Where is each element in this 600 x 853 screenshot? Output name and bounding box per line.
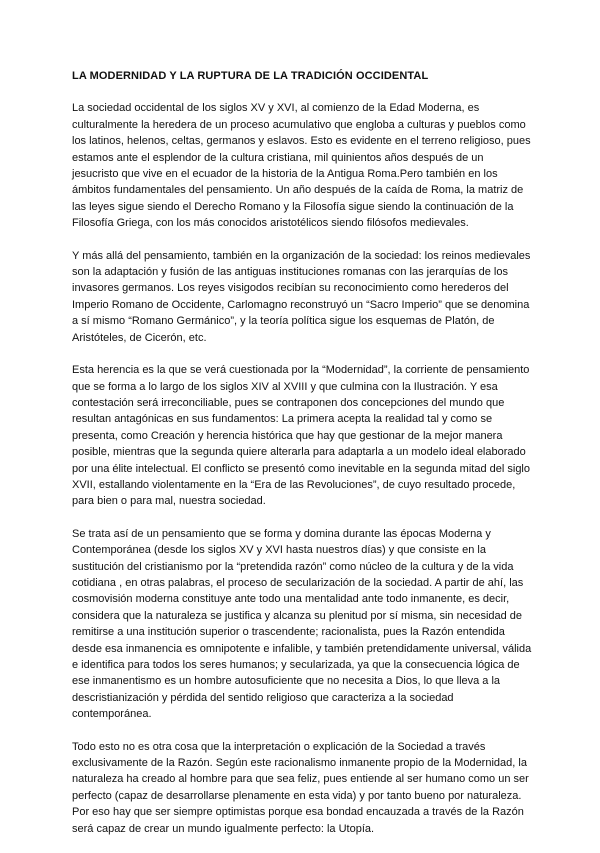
paragraph-5: Todo esto no es otra cosa que la interpretación o explicación de la Sociedad a través exclusivamente de la Razón. Según este racionalismo inmanente propio de la Modernidad, la naturaleza ha creado al hombre para que sea feliz, pues entiende al ser humano como un ser perfecto (capaz de desarrollarse plenamente en esta vida) y por tanto bueno por naturaleza. Por eso hay que ser siempre optimistas porque esa bondad encauzada a través de la Razón será capaz de crear un mundo igualmente perfecto: la Utopía. [72, 740, 529, 835]
document-title: LA MODERNIDAD Y LA RUPTURA DE LA TRADICIÓN OCCIDENTAL [72, 70, 429, 82]
document-body [72, 68, 532, 853]
paragraph-4: Se trata así de un pensamiento que se forma y domina durante las épocas Moderna y Contemporánea (desde los siglos XV y XVI hasta nuestros días) y que consiste en la sustitución del cristianismo por la “pretendida razón” como núcleo de la cultura y de la vida cotidiana , en otras palabras, el proceso de secularización de la sociedad. A partir de ahí, las cosmovisión moderna constituye ante todo una mentalidad ante todo inmanente, es decir, considera que la naturaleza se justifica y alcanza su plenitud por sí misma, sin necesidad de remitirse a una institución superior o trascendente; racionalista, pues la Razón entendida desde esa inmanencia es omnipotente e infalible, y también pretendidamente universal, válida e identifica para todos los seres humanos; y secularizada, ya que la consecuencia lógica de ese inmanentismo es un hombre autosuficiente que no necesita a Dios, lo que lleva a la descristianización y pérdida del sentido religioso que caracteriza a la sociedad contemporánea. [72, 527, 532, 721]
paragraph-3: Esta herencia es la que se verá cuestionada por la “Modernidad”, la corriente de pensamiento que se forma a lo largo de los siglos XIV al XVIII y que culmina con la Ilustración. Y esa contestación será irreconciliable, pues se contraponen dos concepciones del mundo que resultan antagónicas en sus fundamentos: La primera acepta la realidad tal y como se presenta, como Creación y herencia histórica que hay que gestionar de la mejor manera posible, mientras que la segunda quiere alterarla para adaptarla a un modelo ideal elaborado por una élite intelectual. El conflicto se presentó como inevitable en la segunda mitad del siglo XVII, estallando violentamente en la “Era de las Revoluciones”, de cuyo resultado procede, para bien o para mal, nuestra sociedad. [72, 364, 530, 508]
paragraph-2: Y más allá del pensamiento, también en la organización de la sociedad: los reinos medievales son la adaptación y fusión de las antiguas instituciones romanas con las jerarquías de los invasores germanos. Los reyes visigodos recibían su reconocimiento como herederos del Imperio Romano de Occidente, Carlomagno reconstruyó un “Sacro Imperio” que se denomina a sí mismo “Romano Germánico”, y la teoría política sigue los esquemas de Platón, de Aristóteles, de Cicerón, etc. [72, 249, 531, 344]
paragraph-1: La sociedad occidental de los siglos XV y XVI, al comienzo de la Edad Moderna, es culturalmente la heredera de un proceso acumulativo que engloba a culturas y pueblos como los latinos, helenos, celtas, germanos y eslavos. Esto es evidente en el terreno religioso, pues estamos ante el esplendor de la cultura cristiana, mil quinientos años después de un jesucristo que vive en el ecuador de la historia de la Antigua Roma.Pero también en los ámbitos fundamentales del pensamiento. Un año después de la caída de Roma, la matriz de las leyes sigue siendo el Derecho Romano y la Filosofía sigue siendo la continuación de la Filosofía Griega, con los más conocidos aristotélicos siendo filósofos medievales. [72, 102, 531, 230]
